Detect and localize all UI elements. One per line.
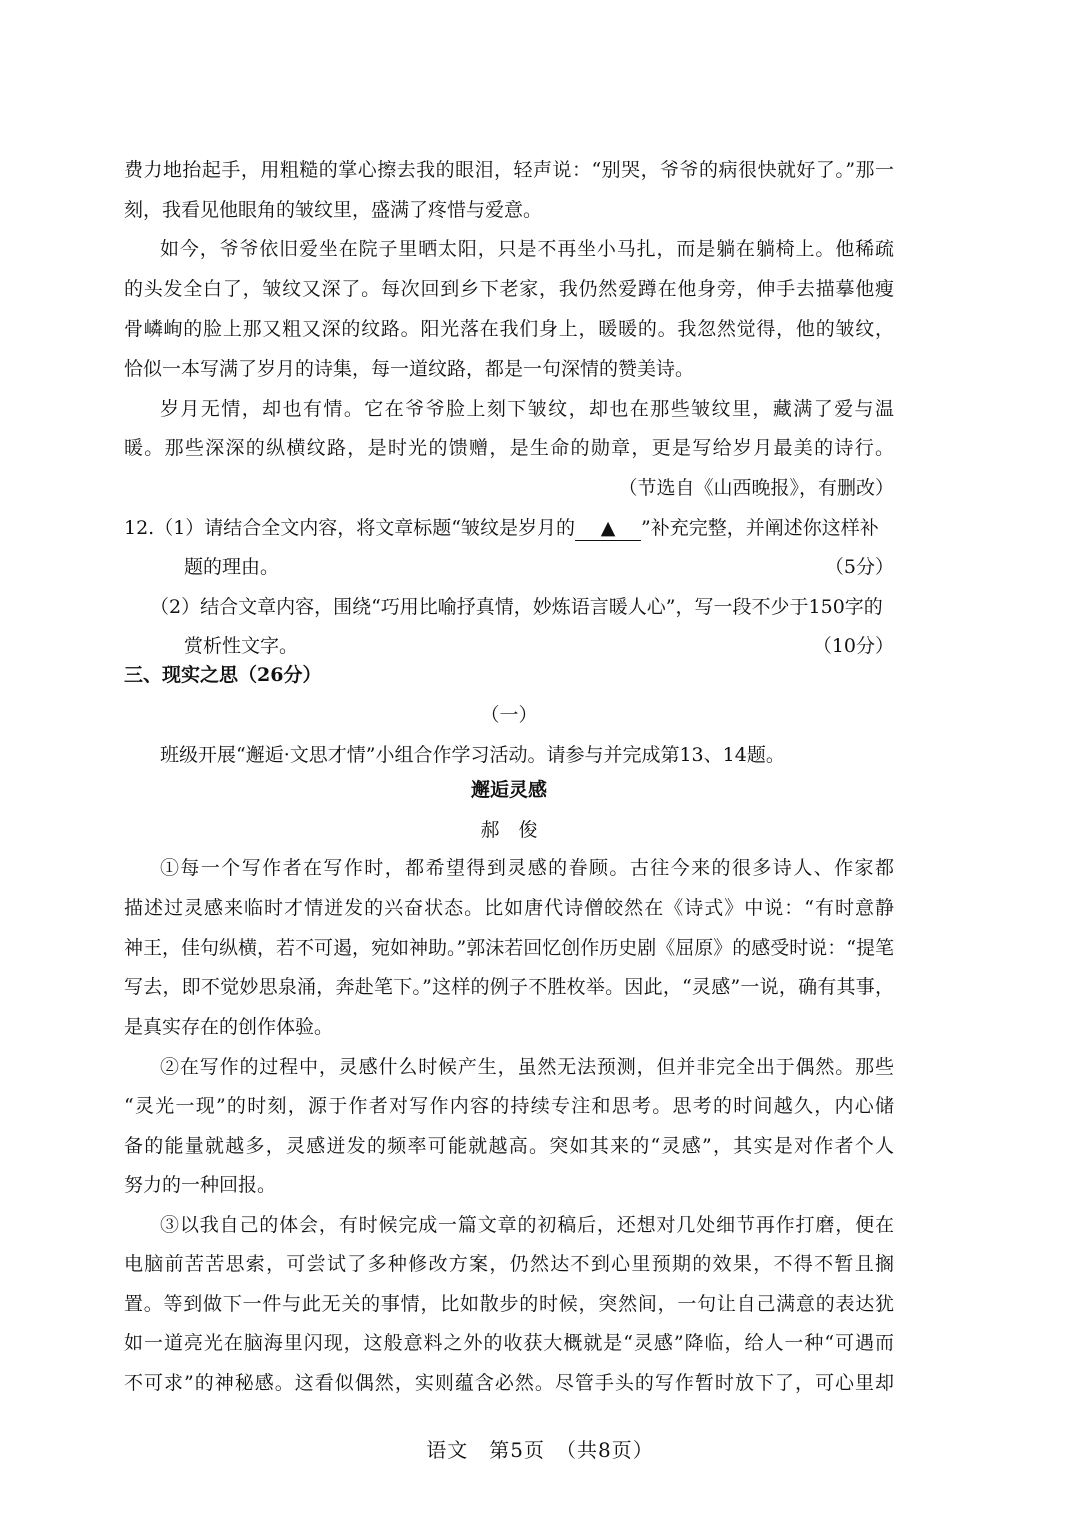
- story-line: 岁月无情，却也有情。它在爷爷脸上刻下皱纹，却也在那些皱纹里，藏满了爱与温: [160, 398, 894, 420]
- question-12-part-2: （2）结合文章内容，围绕“巧用比喻抒真情，妙炼语言暖人心”，写一段不少于150字的: [150, 596, 883, 618]
- story-line: 恰似一本写满了岁月的诗集，每一道纹路，都是一句深情的赞美诗。: [124, 358, 695, 380]
- article-line: 备的能量就越多，灵感迸发的频率可能就越高。突如其来的“灵感”，其实是对作者个人: [124, 1135, 894, 1157]
- question-12-part-1: [124, 514, 894, 542]
- part-number: （一）: [480, 704, 538, 726]
- q12-p1-prefix: 12.（1）请结合全文内容，将文章标题“皱纹是岁月的: [124, 517, 576, 539]
- story-line: 暖。那些深深的纵横纹路，是时光的馈赠，是生命的勋章，更是写给岁月最美的诗行。: [124, 437, 894, 459]
- q12-p2-score: （10分）: [812, 635, 894, 657]
- q12-p1-suffix: ”补充完整，并阐述你这样补: [641, 517, 879, 539]
- story-line: 骨嶙峋的脸上那又粗又深的纹路。阳光落在我们身上，暖暖的。我忽然觉得，他的皱纹，: [124, 318, 894, 340]
- question-12-part-2-line-2: [184, 632, 894, 660]
- article-line: 描述过灵感来临时才情迸发的兴奋状态。比如唐代诗僧皎然在《诗式》中说：“有时意静: [124, 897, 894, 919]
- story-source: （节选自《山西晚报》，有删改）: [618, 477, 894, 499]
- story-line: 刻，我看见他眼角的皱纹里，盛满了疼惜与爱意。: [124, 199, 543, 221]
- article-line: ③以我自己的体会，有时候完成一篇文章的初稿后，还想对几处细节再作打磨，便在: [160, 1214, 894, 1236]
- article-line: 不可求”的神秘感。这看似偶然，实则蕴含必然。尽管手头的写作暂时放下了，可心里却: [124, 1372, 894, 1394]
- article-line: 置。等到做下一件与此无关的事情，比如散步的时候，突然间，一句让自己满意的表达犹: [124, 1293, 894, 1315]
- answer-blank: ▲: [575, 516, 641, 541]
- story-line: 如今，爷爷依旧爱坐在院子里晒太阳，只是不再坐小马扎，而是躺在躺椅上。他稀疏: [160, 238, 894, 260]
- article-title: 邂逅灵感: [470, 779, 547, 801]
- article-line: 神王，佳句纵横，若不可遏，宛如神助。”郭沫若回忆创作历史剧《屈原》的感受时说：“提笔: [124, 937, 894, 959]
- article-line: ②在写作的过程中，灵感什么时候产生，虽然无法预测，但并非完全出于偶然。那些: [160, 1056, 894, 1078]
- section-heading: 三、现实之思（26分）: [124, 664, 322, 686]
- article-line: 电脑前苦苦思索，可尝试了多种修改方案，仍然达不到心里预期的效果，不得不暂且搁: [124, 1253, 894, 1275]
- story-line: 的头发全白了，皱纹又深了。每次回到乡下老家，我仍然爱蹲在他身旁，伸手去描摹他瘦: [124, 278, 894, 300]
- q12-p1-score: （5分）: [824, 556, 894, 578]
- q12-p2-line2: 赏析性文字。: [184, 635, 299, 657]
- article-line: ①每一个写作者在写作时，都希望得到灵感的眷顾。古往今来的很多诗人、作家都: [160, 857, 894, 879]
- activity-intro: 班级开展“邂逅·文思才情”小组合作学习活动。请参与并完成第13、14题。: [160, 744, 785, 766]
- article-line: 写去，即不觉妙思泉涌，奔赴笔下。”这样的例子不胜枚举。因此，“灵感”一说，确有其事，: [124, 976, 894, 998]
- article-line: 是真实存在的创作体验。: [124, 1016, 334, 1038]
- q12-p1-line2: 题的理由。: [184, 556, 280, 578]
- article-line: 努力的一种回报。: [124, 1174, 277, 1196]
- story-line: 费力地抬起手，用粗糙的掌心擦去我的眼泪，轻声说：“别哭，爷爷的病很快就好了。”那一: [124, 159, 894, 181]
- page-footer: 语文 第5页 （共8页）: [426, 1438, 654, 1462]
- article-author: 郝 俊: [480, 819, 538, 841]
- article-line: 如一道亮光在脑海里闪现，这般意料之外的收获大概就是“灵感”降临，给人一种“可遇而: [124, 1332, 894, 1354]
- question-12-part-1-line-2: [184, 553, 894, 581]
- article-line: “灵光一现”的时刻，源于作者对写作内容的持续专注和思考。思考的时间越久，内心储: [124, 1095, 894, 1117]
